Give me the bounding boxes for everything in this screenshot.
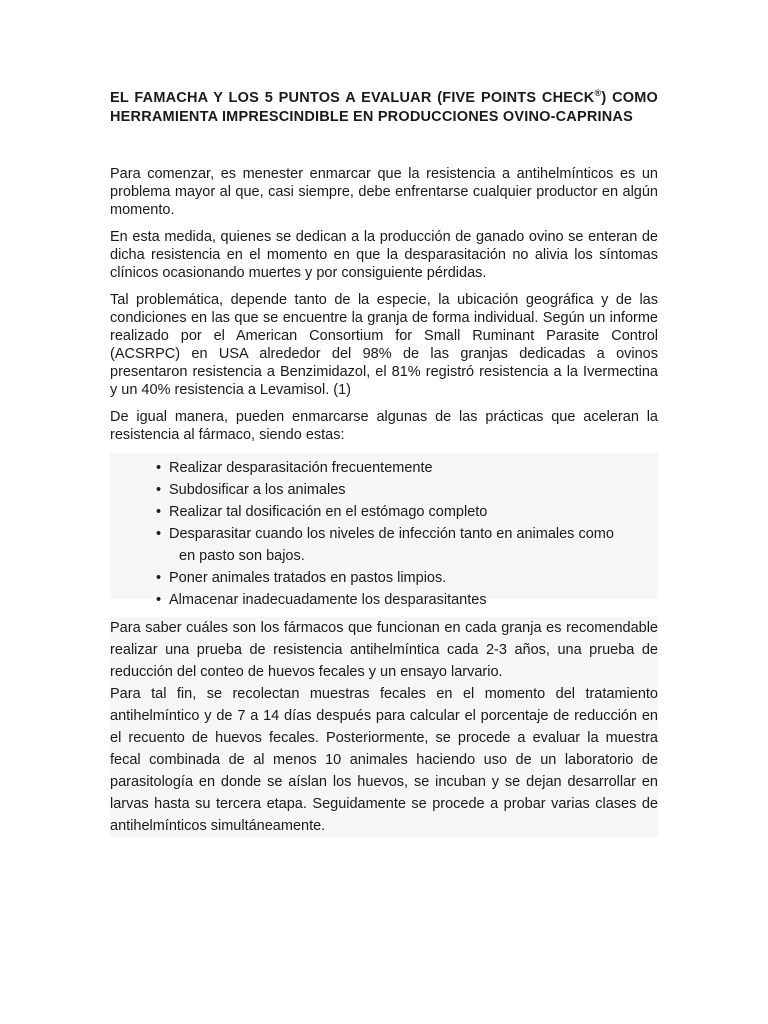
- list-item: • Poner animales tratados en pastos limpios.: [156, 567, 658, 589]
- paragraph-testing: Para saber cuáles son los fármacos que funcionan en cada granja es recomendable realizar una prueba de resistencia antihelmíntica cada 2-3 años, una prueba de reducción del conteo de huevos fecales y un ensayo larvario.: [110, 619, 658, 680]
- list-item: • Desparasitar cuando los niveles de infección tanto en animales como en pasto son bajos.: [156, 523, 658, 567]
- bullet-icon: •: [156, 459, 162, 476]
- list-item: • Realizar tal dosificación en el estómago completo: [156, 501, 658, 523]
- title-rest: ) COMO HERRAMIENTA IMPRESCINDIBLE EN PRODUCCIONES OVINO-CAPRINAS: [110, 89, 658, 125]
- title-main: EL FAMACHA Y LOS 5 PUNTOS A EVALUAR (FIVE POINTS CHECK: [110, 89, 595, 106]
- bullet-icon: •: [156, 503, 162, 520]
- document-title: [110, 84, 658, 127]
- bullet-icon: •: [156, 525, 162, 542]
- list-item: • Subdosificar a los animales: [156, 479, 658, 501]
- bullet-icon: •: [156, 591, 162, 608]
- list-item: • Almacenar inadecuadamente los desparasitantes: [156, 589, 658, 611]
- testing-section: [110, 617, 658, 837]
- practices-list-box: [110, 453, 658, 608]
- paragraph-resistance: En esta medida, quienes se dedican a la producción de ganado ovino se enteran de dicha resistencia en el momento en que la desparasitación no alivia los síntomas clínicos ocasionando muertes y por consiguiente pérdidas.: [110, 228, 658, 281]
- list-item: • Realizar desparasitación frecuentemente: [156, 457, 658, 479]
- document-content: [110, 84, 658, 837]
- bullet-icon: •: [156, 481, 162, 498]
- paragraph-procedure: Para tal fin, se recolectan muestras fecales en el momento del tratamiento antihelmíntico y de 7 a 14 días después para calcular el porcentaje de reducción en el recuento de huevos fecales. Posteriormente, se procede a evaluar la muestra fecal combinada de al menos 10 animales haciendo uso de un laboratorio de parasitología en donde se aíslan los huevos, se incuban y se dejan desarrollar en larvas hasta su tercera etapa. Seguidamente se procede a probar varias clases de antihelmínticos simultáneamente.: [110, 685, 658, 834]
- paragraph-practices: De igual manera, pueden enmarcarse algunas de las prácticas que aceleran la resistencia al fármaco, siendo estas:: [110, 408, 658, 443]
- paragraph-problem: Tal problemática, depende tanto de la especie, la ubicación geográfica y de las condiciones en las que se encuentre la granja de forma individual. Según un informe realizado por el American Consortium for Small Ruminant Parasite Control (ACSRPC) en USA alrededor del 98% de las granjas dedicadas a ovinos presentaron resistencia a Benzimidazol, el 81% registró resistencia a la Ivermectina y un 40% resistencia a Levamisol. (1): [110, 291, 658, 398]
- practices-list: [110, 457, 658, 611]
- bullet-icon: •: [156, 569, 162, 586]
- registered-mark: ®: [594, 88, 602, 98]
- paragraph-intro: Para comenzar, es menester enmarcar que la resistencia a antihelmínticos es un problema mayor al que, casi siempre, debe enfrentarse cualquier productor en algún momento.: [110, 165, 658, 218]
